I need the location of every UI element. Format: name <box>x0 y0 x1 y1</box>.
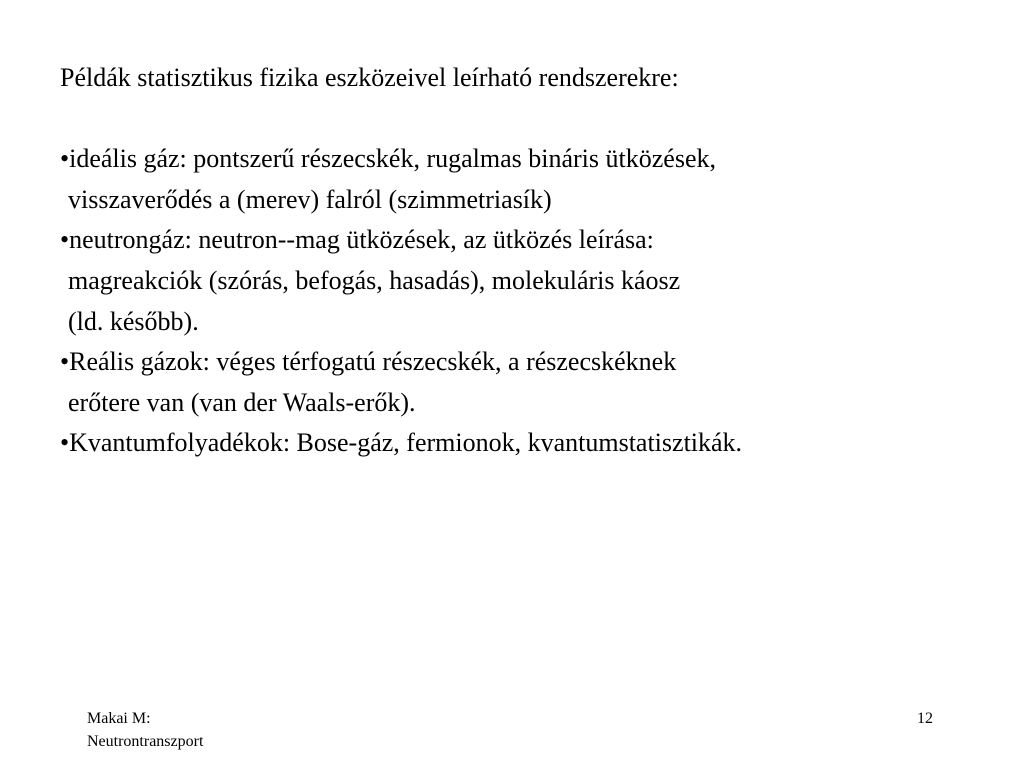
bullet-neutron-gas-continued-2: (ld. később). <box>68 306 199 336</box>
bullet-ideal-gas-continued: visszaverődés a (merev) falról (szimmetriasík) <box>68 184 552 214</box>
spacer <box>60 99 1000 140</box>
bullet-neutron-gas-continued-1: magreakciók (szórás, befogás, hasadás), molekuláris káosz <box>68 265 681 295</box>
footer-author: Makai M: <box>87 710 151 727</box>
bullet-real-gases-continued: erőtere van (van der Waals-erők). <box>68 387 416 417</box>
slide-body <box>60 58 1000 464</box>
bullet-real-gases: •Reális gázok: véges térfogatú részecskék, a részecskéknek <box>60 347 677 377</box>
footer-course: Neutrontranszport <box>87 733 204 750</box>
bullet-neutron-gas: •neutrongáz: neutron--mag ütközések, az ütközés leírása: <box>60 225 654 255</box>
bullet-quantum-fluids: •Kvantumfolyadékok: Bose-gáz, fermionok, kvantumstatisztikák. <box>60 428 743 458</box>
footer-author-block <box>87 707 203 753</box>
page-number: 12 <box>917 710 933 727</box>
bullet-ideal-gas: •ideális gáz: pontszerű részecskék, rugalmas bináris ütközések, <box>60 144 716 174</box>
slide-heading: Példák statisztikus fizika eszközeivel leírható rendszerekre: <box>60 63 679 92</box>
